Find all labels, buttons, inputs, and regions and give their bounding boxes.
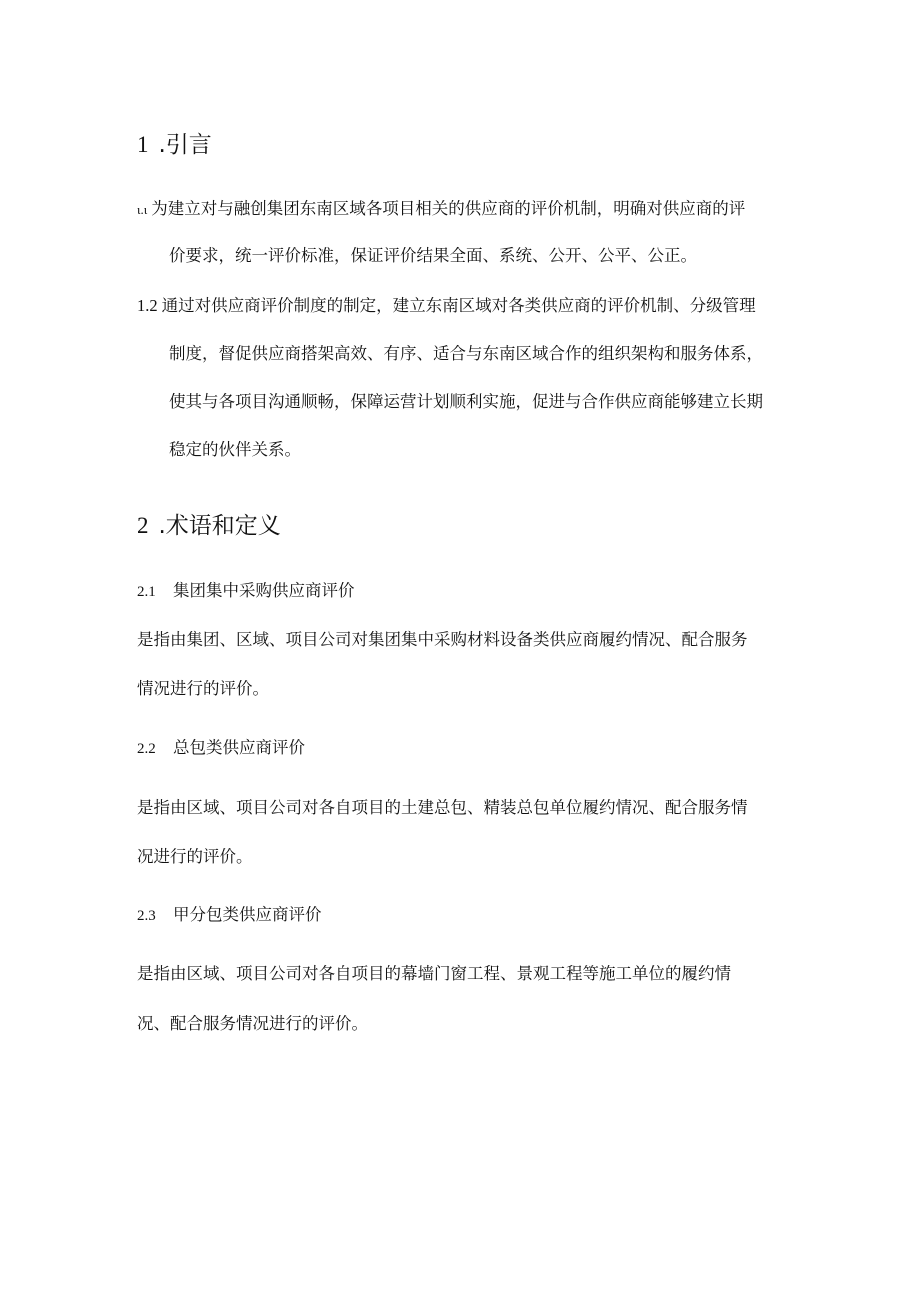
item-1-2-number: 1.2: [137, 296, 158, 315]
item-1-1-number: ι.ι: [137, 202, 148, 217]
item-2-3-title: 甲分包类供应商评价: [173, 905, 322, 924]
section-1-heading: [137, 131, 212, 159]
item-2-2-line-1: 是指由区域、项目公司对各自项目的土建总包、精装总包单位履约情况、配合服务情: [137, 798, 748, 817]
section-2-number: 2: [137, 513, 149, 538]
item-1-2-line-3: 使其与各项目沟通顺畅，保障运营计划顺利实施，促进与合作供应商能够建立长期: [169, 392, 763, 411]
item-1-1-line-1: ι.ι 为建立对与融创集团东南区域各项目相关的供应商的评价机制，明确对供应商的评: [137, 199, 746, 218]
item-2-3-line-2: 况、配合服务情况进行的评价。: [137, 1014, 368, 1033]
item-2-1-line-2: 情况进行的评价。: [137, 679, 269, 698]
item-1-2-line-2: 制度，督促供应商搭架高效、有序、适合与东南区域合作的组织架构和服务体系，: [169, 344, 763, 363]
item-2-3-line-1: 是指由区域、项目公司对各自项目的幕墙门窗工程、景观工程等施工单位的履约情: [137, 964, 731, 983]
item-2-1-heading: [137, 579, 355, 604]
section-2-heading: [137, 512, 281, 540]
item-1-2-line-1: 1.2 通过对供应商评价制度的制定，建立东南区域对各类供应商的评价机制、分级管理: [137, 296, 756, 315]
item-2-1-line-1: 是指由集团、区域、项目公司对集团集中采购材料设备类供应商履约情况、配合服务: [137, 630, 748, 649]
section-2-title: .术语和定义: [158, 513, 281, 539]
item-2-3-heading: [137, 903, 322, 928]
item-2-2-heading: [137, 736, 305, 761]
item-2-2-line-2: 况进行的评价。: [137, 847, 253, 866]
item-2-2-title: 总包类供应商评价: [173, 738, 305, 757]
section-1-title: .引言: [158, 132, 212, 158]
item-2-1-number: 2.1: [137, 584, 156, 600]
item-2-1-title: 集团集中采购供应商评价: [173, 581, 355, 600]
section-1-number: 1: [137, 132, 149, 157]
item-2-2-number: 2.2: [137, 741, 156, 757]
item-1-2-line-4: 稳定的伙伴关系。: [169, 440, 301, 459]
item-2-3-number: 2.3: [137, 908, 156, 924]
item-1-1-line-2: 价要求，统一评价标准，保证评价结果全面、系统、公开、公平、公正。: [169, 246, 697, 265]
